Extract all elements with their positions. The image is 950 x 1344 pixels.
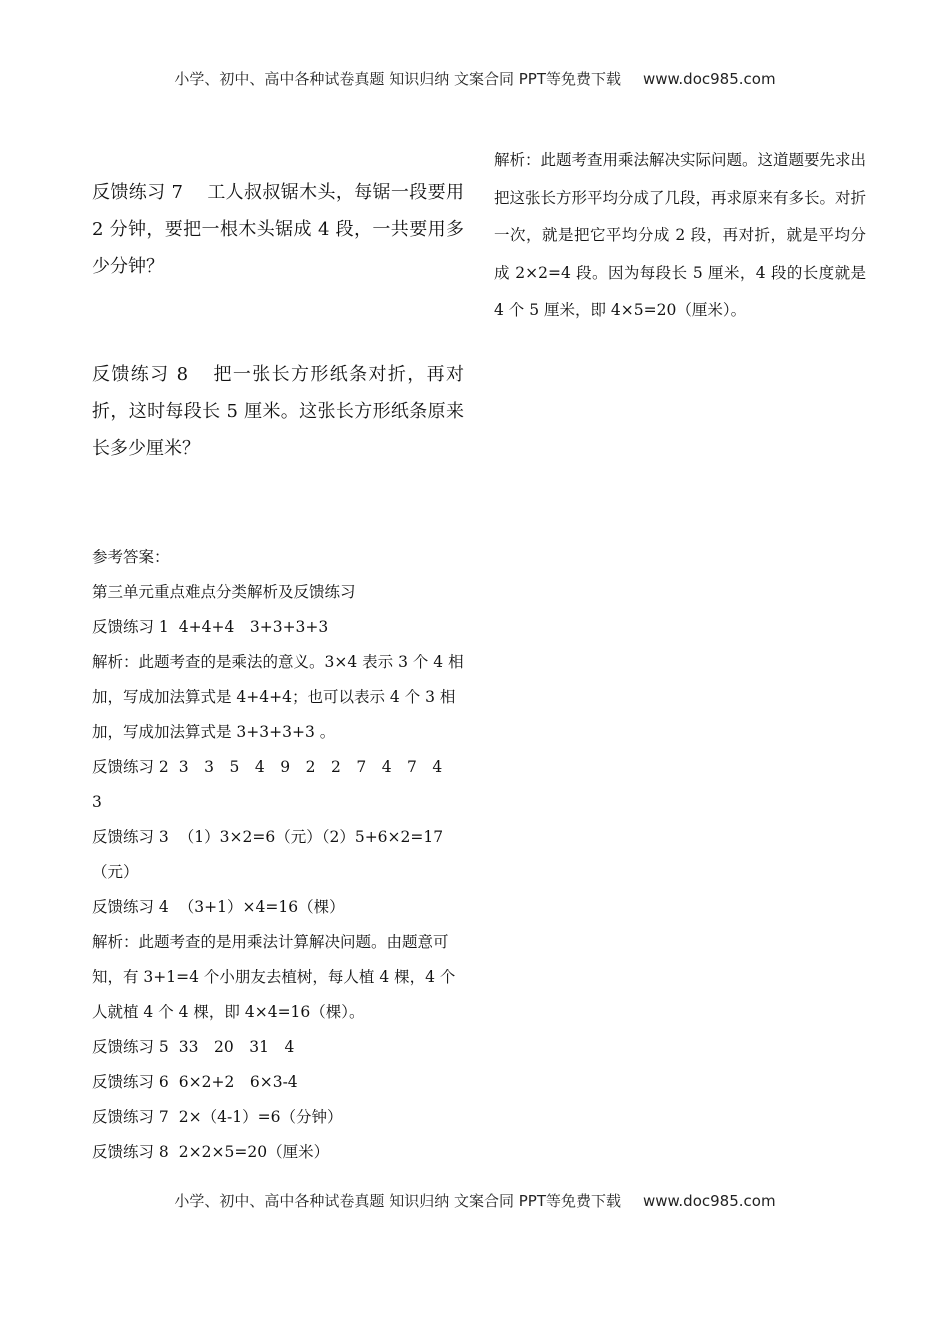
answer-key: [92, 540, 464, 1170]
answer-4: [92, 890, 464, 925]
answer-2-value: 3 3 5 4 9 2 2 7 4 7 4 3: [92, 758, 458, 811]
answer-6: [92, 1065, 464, 1100]
banner-url[interactable]: www.doc985.com: [642, 70, 776, 88]
answer-2-label: 反馈练习 2: [92, 758, 169, 776]
question-8: [92, 356, 464, 467]
footer-banner-url[interactable]: www.doc985.com: [642, 1192, 776, 1210]
question-8-text: 把一张长方形纸条对折，再对折，这时每段长 5 厘米。这张长方形纸条原来长多少厘米？: [92, 364, 464, 459]
answer-8: [92, 1135, 464, 1170]
footer-banner-text: 小学、初中、高中各种试卷真题 知识归纳 文案合同 PPT等免费下载: [174, 1192, 621, 1210]
answer-3-value: （1）3×2=6（元）（2）5+6×2=17（元）: [92, 828, 444, 881]
answer-5-value: 33 20 31 4: [178, 1038, 295, 1056]
header-banner: [0, 68, 950, 89]
question-8-label: 反馈练习 8: [92, 364, 189, 385]
answer-5-label: 反馈练习 5: [92, 1038, 169, 1056]
answer-7: [92, 1100, 464, 1135]
question-8-analysis: [494, 142, 866, 330]
answer-8-label: 反馈练习 8: [92, 1143, 169, 1161]
answers-heading: 参考答案：: [92, 548, 170, 566]
analysis-text: 解析：此题考查用乘法解决实际问题。这道题要先求出把这张长方形平均分成了几段，再求原来有多长。对折一次，就是把它平均分成 2 段，再对折，就是平均分成 2×2=4 段。因为每段长 5 厘米，4 段的长度就是 4 个 5 厘米，即 4×5=20（厘米）。: [494, 151, 867, 319]
question-7: [92, 174, 464, 285]
answer-3-label: 反馈练习 3: [92, 828, 169, 846]
answer-1-value: 4+4+4 3+3+3+3: [178, 618, 329, 636]
question-7-text: 工人叔叔锯木头，每锯一段要用 2 分钟，要把一根木头锯成 4 段，一共要用多少分钟？: [92, 182, 464, 277]
answer-3: [92, 820, 464, 890]
answer-1-analysis: 解析：此题考查的是乘法的意义。3×4 表示 3 个 4 相加，写成加法算式是 4+4+4；也可以表示 4 个 3 相加，写成加法算式是 3+3+3+3 。: [92, 653, 464, 741]
answer-7-value: 2×（4-1）=6（分钟）: [178, 1108, 343, 1126]
unit-title: 第三单元重点难点分类解析及反馈练习: [92, 583, 356, 601]
answer-4-label: 反馈练习 4: [92, 898, 169, 916]
answer-2: [92, 750, 464, 820]
answer-8-value: 2×2×5=20（厘米）: [178, 1143, 330, 1161]
answer-6-value: 6×2+2 6×3-4: [178, 1073, 298, 1091]
banner-text: 小学、初中、高中各种试卷真题 知识归纳 文案合同 PPT等免费下载: [174, 70, 621, 88]
answer-6-label: 反馈练习 6: [92, 1073, 169, 1091]
answer-1-label: 反馈练习 1: [92, 618, 169, 636]
answer-7-label: 反馈练习 7: [92, 1108, 169, 1126]
answer-1: [92, 610, 464, 645]
question-7-label: 反馈练习 7: [92, 182, 183, 203]
footer-banner: [0, 1190, 950, 1211]
answer-4-analysis: 解析：此题考查的是用乘法计算解决问题。由题意可知，有 3+1=4 个小朋友去植树，每人植 4 棵，4 个人就植 4 个 4 棵，即 4×4=16（棵）。: [92, 933, 456, 1021]
answer-4-value: （3+1）×4=16（棵）: [178, 898, 345, 916]
answer-5: [92, 1030, 464, 1065]
